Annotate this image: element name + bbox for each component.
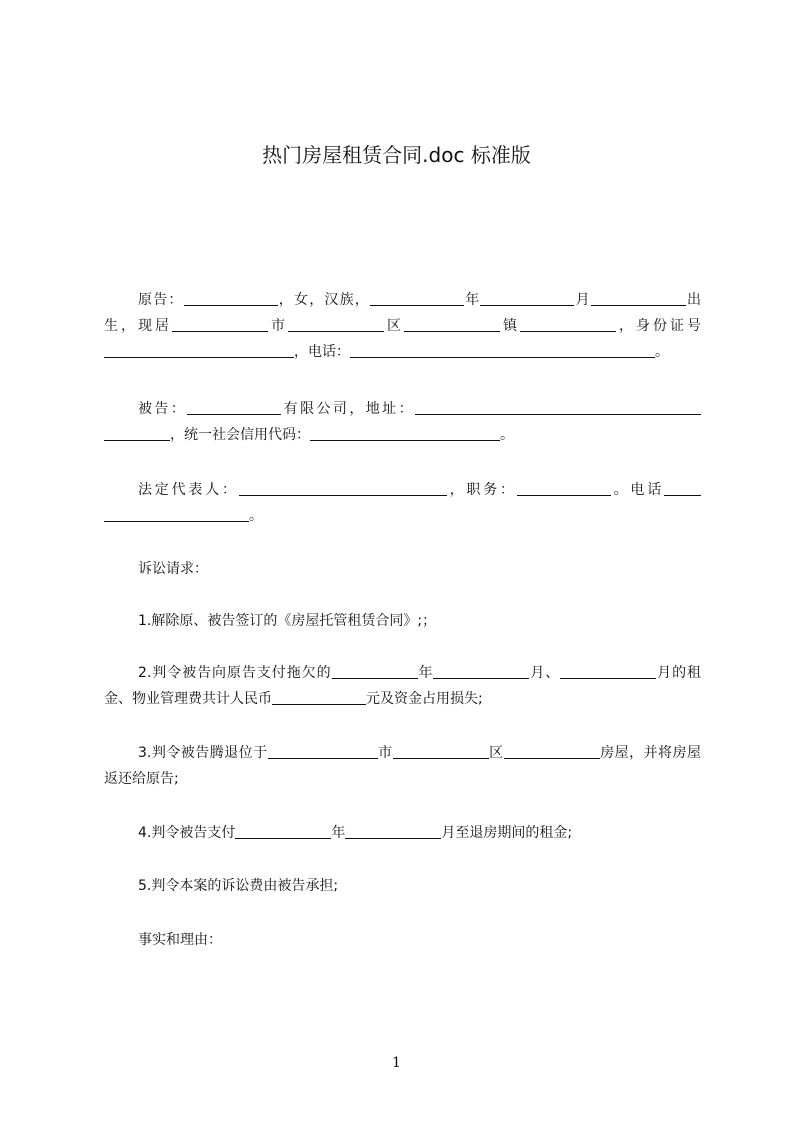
facts-heading: 事实和理由： (138, 932, 222, 948)
amount-blank (272, 690, 366, 705)
property-address-blank (504, 744, 600, 759)
birth-year-blank (370, 291, 464, 306)
month-text: 月 (574, 292, 591, 308)
phone-blank (350, 343, 655, 358)
plaintiff-paragraph (104, 287, 701, 365)
property-district-blank (393, 744, 489, 759)
arrears-end-blank (560, 664, 656, 679)
document-title: 热门房屋租赁合同.doc 标准版 (262, 143, 531, 167)
claim-2 (104, 660, 701, 712)
year-text: 年 (464, 292, 481, 308)
arrears-start-year-blank (332, 664, 418, 679)
claim-2-text-b: 的租金、物业管理费共计人民币 (104, 665, 702, 707)
company-address-blank-2 (104, 426, 170, 441)
district-text: 区 (488, 745, 504, 761)
company-address-blank (415, 400, 701, 415)
city-text: 市 (268, 318, 288, 334)
rep-phone-blank (664, 481, 701, 496)
credit-code-blank (310, 426, 500, 441)
claim-3-text: 3.判令被告腾退位于 (138, 745, 268, 761)
company-name-blank (187, 400, 281, 415)
address-blank (520, 317, 616, 332)
claim-1: 1.解除原、被告签订的《房屋托管租赁合同》;； (138, 613, 437, 629)
city-blank (172, 317, 268, 332)
claim-4-text-b: 月至退房期间的租金; (441, 825, 573, 841)
period: 。 (500, 427, 514, 443)
company-text: 有限公司，地址： (281, 401, 415, 417)
period: 。 (655, 344, 669, 360)
page-number: 1 (392, 1055, 401, 1071)
phone-label: ，电话： (294, 344, 350, 360)
defendant-label: 被告： (138, 401, 188, 417)
defendant-paragraph (104, 396, 701, 448)
rent-start-month-blank (345, 824, 441, 839)
claim-4-text: 4.判令被告支付 (138, 825, 236, 841)
id-number-blank (104, 343, 294, 358)
position-label: ，职务： (446, 482, 517, 498)
district-text: 区 (384, 318, 404, 334)
legal-rep-name-blank (239, 481, 447, 496)
birth-day-blank (591, 291, 686, 306)
credit-code-label: ，统一社会信用代码： (170, 427, 310, 443)
id-label: ，身份证号 (616, 318, 701, 334)
claim-5: 5.判令本案的诉讼费由被告承担; (138, 878, 339, 894)
position-blank (517, 481, 611, 496)
district-blank (288, 317, 384, 332)
born-text: 出生，现居 (104, 292, 702, 334)
property-city-blank (268, 744, 378, 759)
claim-3 (104, 740, 701, 792)
claim-2-text: 2.判令被告向原告支付拖欠的 (138, 665, 332, 681)
town-text: 镇 (500, 318, 520, 334)
month-text: 月 (656, 665, 673, 681)
claim-3-text-b: 房屋，并将房屋返还给原告; (104, 745, 702, 787)
town-blank (404, 317, 500, 332)
rep-phone-label: 。电话 (610, 482, 665, 498)
claim-4 (104, 820, 701, 846)
plaintiff-name-blank (184, 291, 278, 306)
plaintiff-gender-text: ，女，汉族， (277, 292, 371, 308)
year-text: 年 (417, 665, 434, 681)
month-text: 月、 (529, 665, 561, 681)
arrears-start-month-blank (433, 664, 529, 679)
claim-2-text-c: 元及资金占用损失; (366, 691, 483, 707)
rep-phone-blank-2 (104, 507, 249, 522)
legal-rep-label: 法定代表人： (138, 482, 239, 498)
period: 。 (249, 508, 263, 524)
city-text: 市 (377, 745, 393, 761)
birth-month-blank (480, 291, 574, 306)
year-text: 年 (331, 825, 346, 841)
legal-rep-paragraph (104, 477, 701, 529)
rent-start-year-blank (235, 824, 331, 839)
plaintiff-label: 原告： (138, 292, 184, 308)
claims-heading: 诉讼请求： (138, 561, 208, 577)
